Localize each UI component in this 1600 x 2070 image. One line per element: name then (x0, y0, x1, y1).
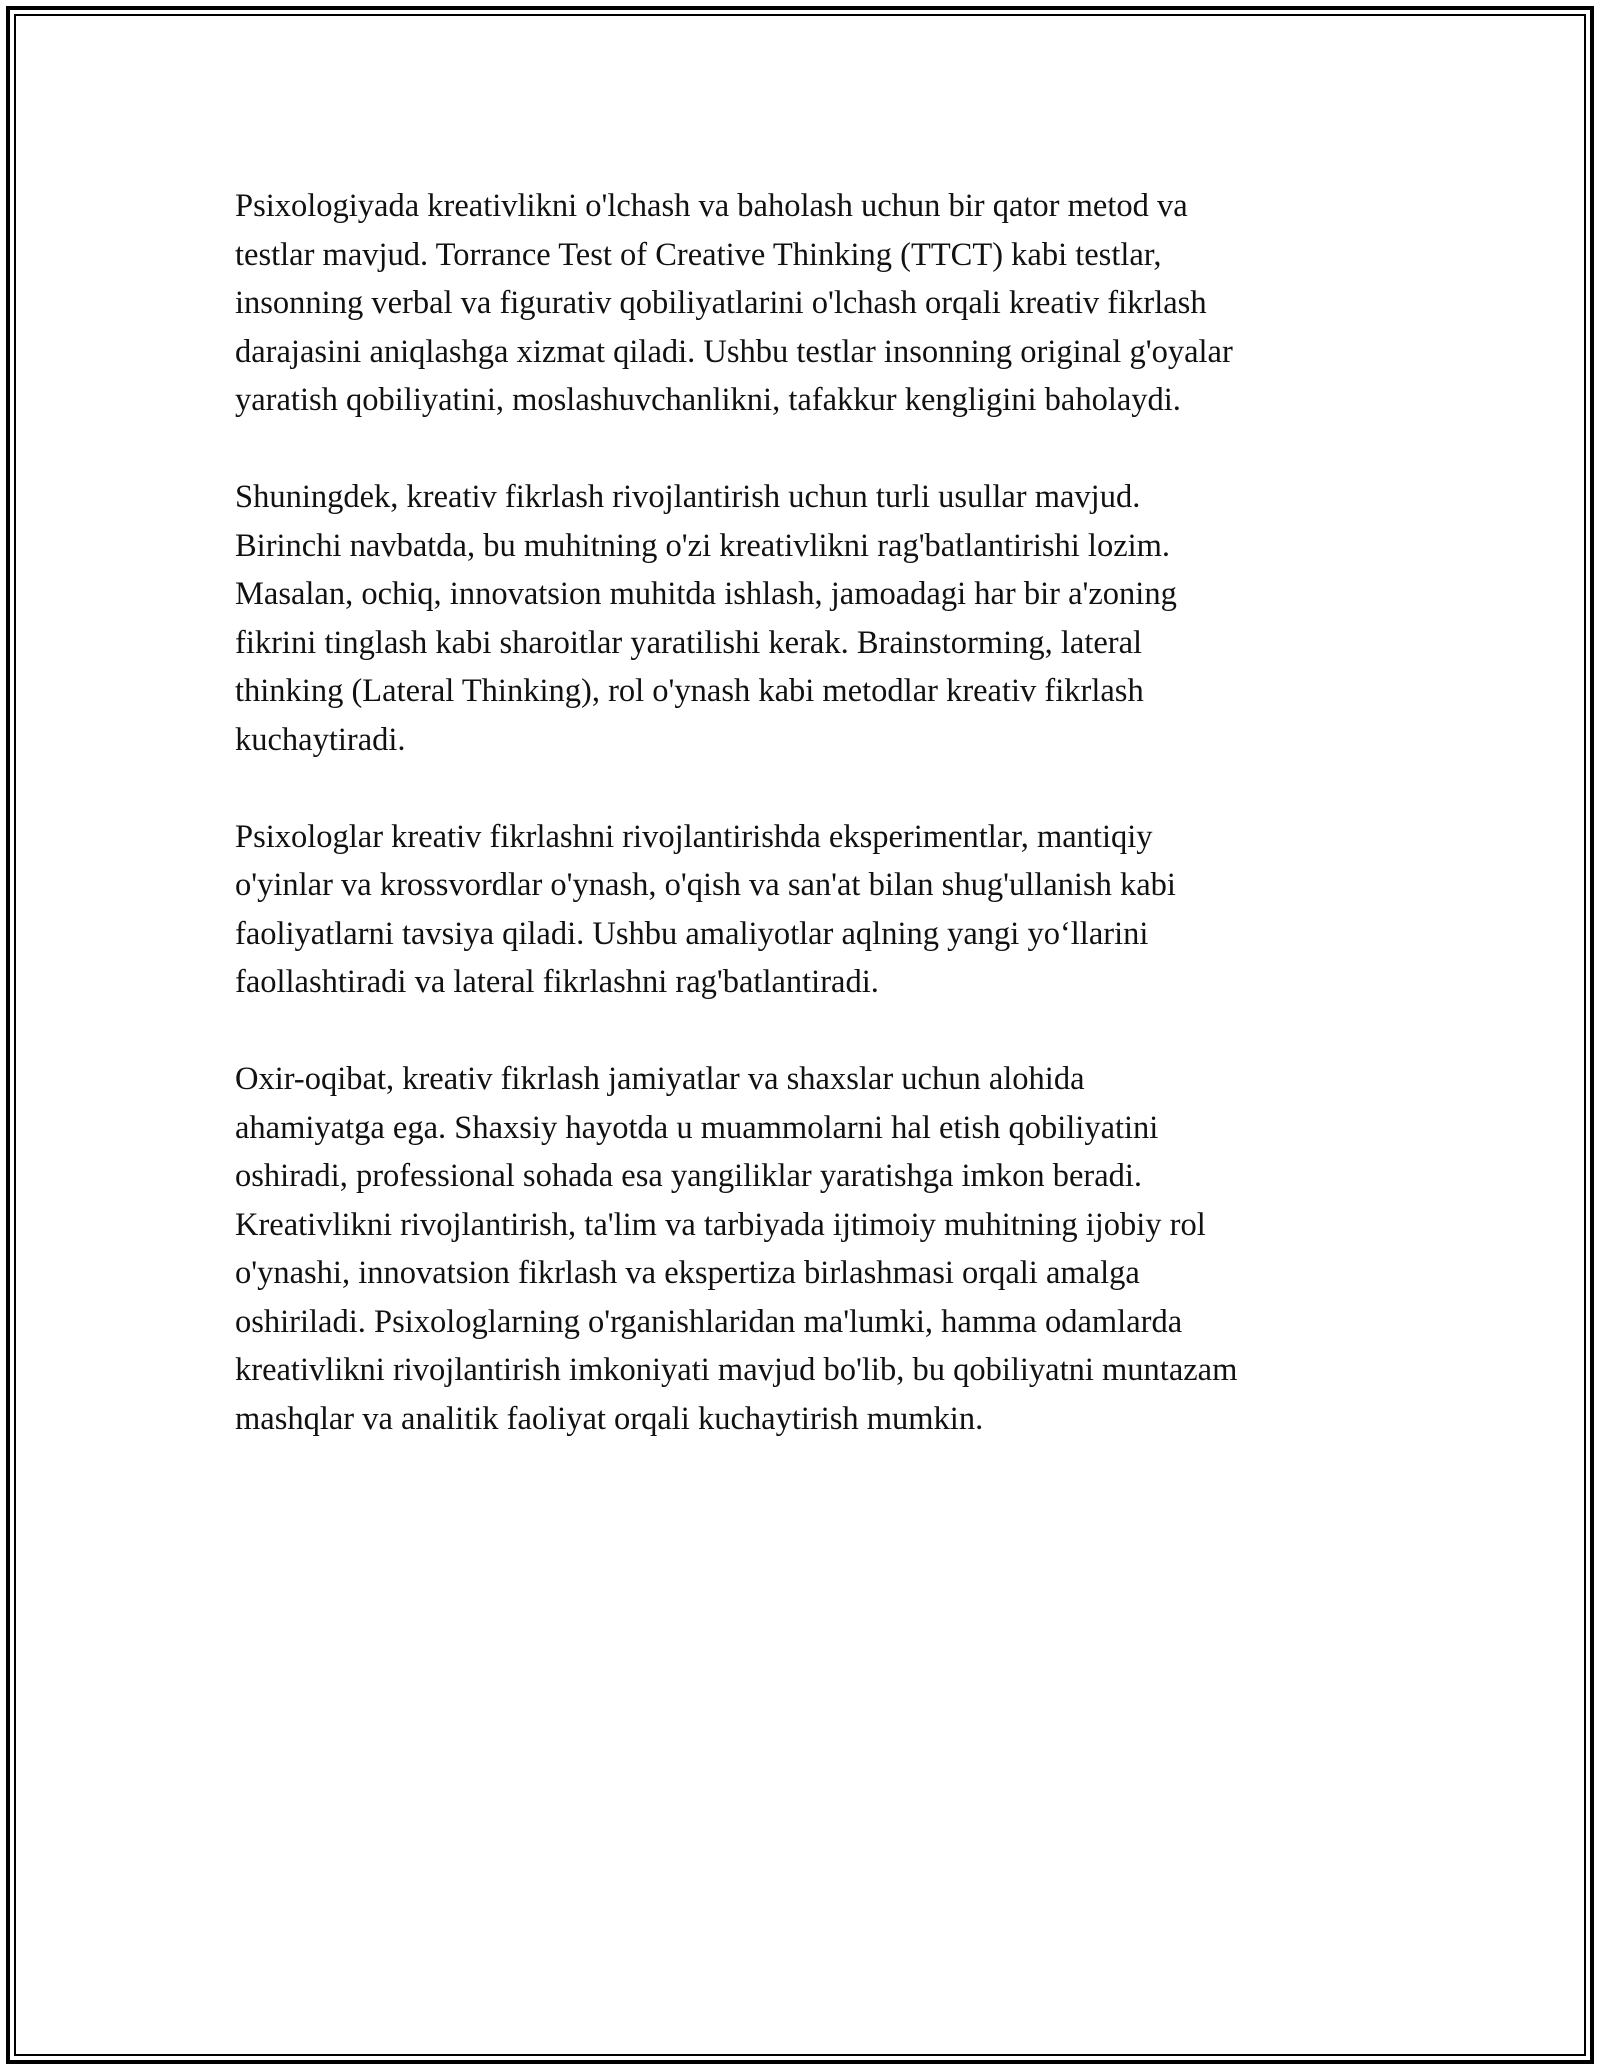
paragraph-1 (235, 182, 1375, 425)
text-line: oshiriladi. Psixologlarning o'rganishlaridan ma'lumki, hamma odamlarda (235, 1303, 1183, 1340)
text-line: Masalan, ochiq, innovatsion muhitda ishlash, jamoadagi har bir a'zoning (235, 576, 1177, 612)
paragraph-2 (235, 473, 1375, 764)
text-line: thinking (Lateral Thinking), rol o'ynash kabi metodlar kreativ fikrlash (235, 673, 1144, 709)
paragraph-4 (235, 1055, 1375, 1443)
text-line: darajasini aniqlashga xizmat qiladi. Ushbu testlar insonning original g'oyalar (235, 333, 1233, 370)
text-line: Psixologiyada kreativlikni o'lchash va baholash uchun bir qator metod va (235, 188, 1188, 224)
text-line: o'ynashi, innovatsion fikrlash va ekspertiza birlashmasi orqali amalga (235, 1255, 1140, 1291)
text-line: Birinchi navbatda, bu muhitning o'zi kreativlikni rag'batlantirishi lozim. (235, 527, 1171, 564)
text-line: oshiradi, professional sohada esa yangiliklar yaratishga imkon beradi. (235, 1158, 1143, 1194)
text-line: faoliyatlarni tavsiya qiladi. Ushbu amaliyotlar aqlning yangi yo‘llarini (235, 915, 1149, 952)
text-line: o'yinlar va krossvordlar o'ynash, o'qish va san'at bilan shug'ullanish kabi (235, 867, 1176, 903)
document-body (235, 182, 1375, 1443)
text-line: ahamiyatga ega. Shaxsiy hayotda u muammolarni hal etish qobiliyatini (235, 1109, 1159, 1146)
text-line: fikrini tinglash kabi sharoitlar yaratilishi kerak. Brainstorming, lateral (235, 624, 1143, 661)
text-line: insonning verbal va figurativ qobiliyatlarini o'lchash orqali kreativ fikrlash (235, 285, 1207, 321)
text-line: Shuningdek, kreativ fikrlash rivojlantirish uchun turli usullar mavjud. (235, 479, 1141, 515)
text-line: Psixologlar kreativ fikrlashni rivojlantirishda eksperimentlar, mantiqiy (235, 818, 1153, 855)
text-line: mashqlar va analitik faoliyat orqali kuchaytirish mumkin. (235, 1400, 984, 1437)
text-line: Oxir-oqibat, kreativ fikrlash jamiyatlar va shaxslar uchun alohida (235, 1061, 1085, 1097)
text-line: kreativlikni rivojlantirish imkoniyati mavjud bo'lib, bu qobiliyatni muntazam (235, 1352, 1238, 1388)
paragraph-3 (235, 813, 1375, 1007)
text-line: yaratish qobiliyatini, moslashuvchanlikni, tafakkur kengligini baholaydi. (235, 382, 1181, 418)
text-line: testlar mavjud. Torrance Test of Creative Thinking (TTCT) kabi testlar, (235, 236, 1162, 273)
text-line: Kreativlikni rivojlantirish, ta'lim va tarbiyada ijtimoiy muhitning ijobiy rol (235, 1206, 1206, 1243)
text-line: kuchaytiradi. (235, 721, 406, 758)
text-line: faollashtiradi va lateral fikrlashni rag'batlantiradi. (235, 964, 879, 1000)
